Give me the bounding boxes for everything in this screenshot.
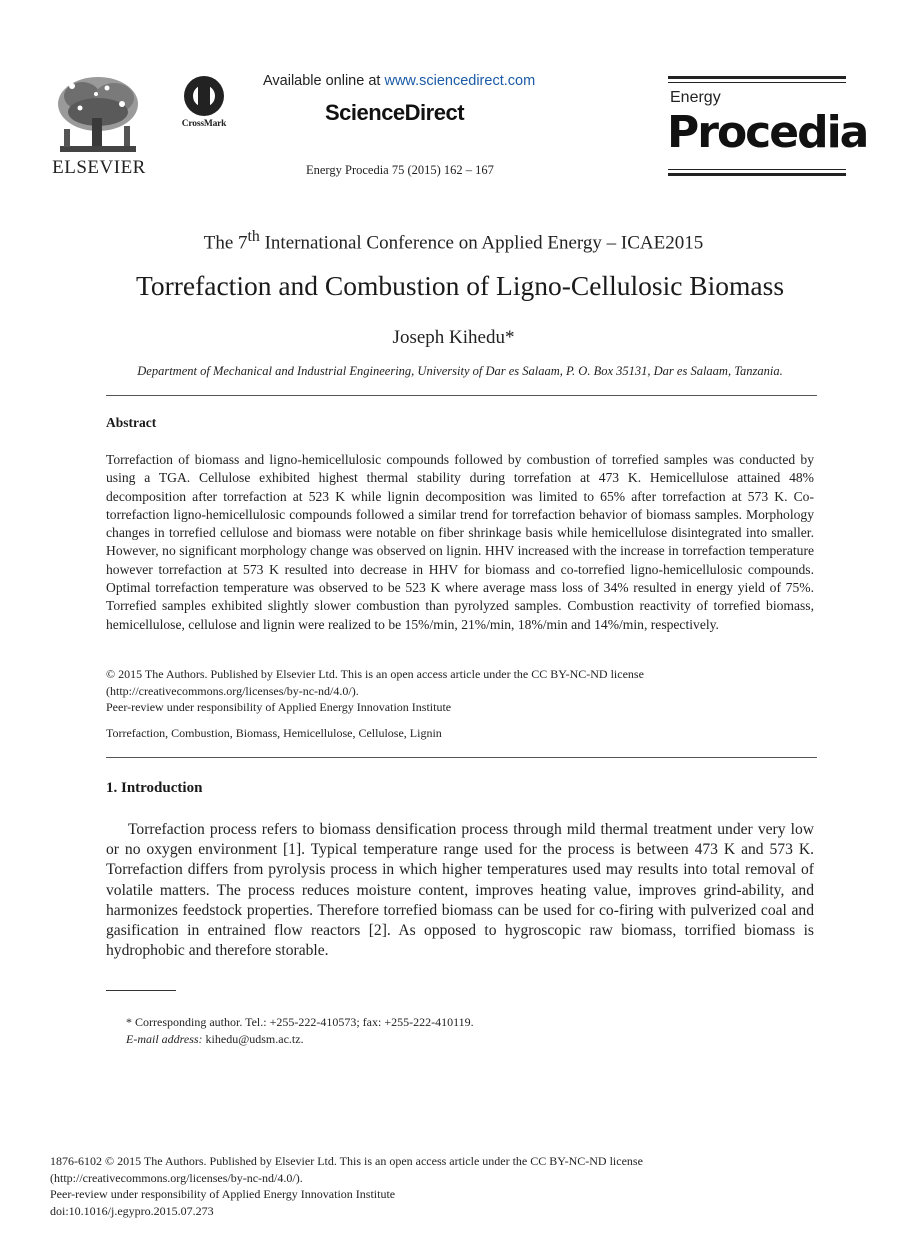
copyright-notice: [106, 666, 826, 716]
logo-procedia-text: Procedia: [667, 107, 868, 158]
publisher-name: ELSEVIER: [52, 157, 146, 178]
introduction-text: Torrefaction process refers to biomass densification process through mild thermal treatment under very low or no oxygen environment [1]. Typical temperature range used for the process is between 473 K and 573 K. Torrefaction differs from pyrolysis process in which higher temperatures used may results into total removal of volatile matters. The process reduces moisture content, improves heating value, improves grind-ability, and harmonizes feedstock properties. Therefore torrefied biomass can be used for co-firing with pulverized coal and gasification in entrained flow reactors [2]. As opposed to hygroscopic raw biomass, torrified biomass is hydrophobic and therefore storable.: [106, 821, 814, 960]
introduction-heading: 1. Introduction: [106, 780, 203, 796]
license-link[interactable]: (http://creativecommons.org/licenses/by-nc-nd/4.0/).: [106, 683, 359, 698]
footnote-rule: [106, 990, 176, 991]
conference-name: [0, 228, 907, 254]
abstract-text: Torrefaction of biomass and ligno-hemicellulosic compounds followed by combustion of torrefied samples was conducted by using a TGA. Cellulose exhibited highest thermal stability during torrefation at 473 K. Hemicellulose attained 48% decomposition after torrefaction at 523 K while lignin decomposition was limited to 65% after torrefaction at 573 K. Co-torrefaction ligno-hemicellulosic compounds followed a similar trend for torrefaction behavior of biomass samples. Morphology changes in torrefied cellulose and biomass were notable on fiber shrinkage basis while hemicellulose disintegrated into smaller. However, no significant morphology change was observed on lignin. HHV increased with the increase in torrefaction temperature however torrefaction at 573 K resulted into decrease in HHV for biomass and co-torrefied ligno-hemicellulosic compounds. Optimal torrefaction temperature was observed to be 523 K where average mass loss of 34% resulted in energy yield of 75%. Torrefied samples exhibited slightly slower combustion than pyrolyzed samples. Combustion reactivity of torrefied biomass, hemicellulose, cellulose and lignin were realized to be 15%/min, 21%/min, 18%/min and 14%/min, respectively.: [106, 452, 814, 632]
energy-procedia-logo: [667, 76, 868, 176]
peer-review-line: Peer-review under responsibility of Applied Energy Innovation Institute: [106, 700, 452, 714]
divider-top: [106, 395, 817, 396]
footer-copyright: 1876-6102 © 2015 The Authors. Published by Elsevier Ltd. This is an open access article under the CC BY-NC-ND license: [50, 1154, 643, 1168]
page-footer: [50, 1153, 850, 1219]
email-address[interactable]: kihedu@udsm.ac.tz.: [202, 1032, 304, 1046]
sciencedirect-link[interactable]: www.sciencedirect.com: [384, 73, 536, 89]
conference-sup: th: [247, 228, 260, 245]
available-online: [263, 73, 535, 89]
abstract-heading: Abstract: [106, 415, 157, 430]
crossmark-label: CrossMark: [181, 119, 227, 129]
keywords: Torrefaction, Combustion, Biomass, Hemicellulose, Cellulose, Lignin: [106, 726, 442, 740]
copyright-line-1: © 2015 The Authors. Published by Elsevier Ltd. This is an open access article under the CC BY-NC-ND license: [106, 667, 644, 681]
author-name: Joseph Kihedu*: [392, 327, 515, 348]
paper-title: Torrefaction and Combustion of Ligno-Cellulosic Biomass: [135, 270, 785, 301]
divider-bottom: [106, 757, 817, 758]
conference-pre: The 7: [203, 232, 248, 254]
affiliation: Department of Mechanical and Industrial Engineering, University of Dar es Salaam, P. O. Box 35131, Dar es Salaam, Tanzania.: [137, 364, 783, 378]
available-prefix: Available online at: [263, 73, 385, 89]
footer-license-link[interactable]: (http://creativecommons.org/licenses/by-nc-nd/4.0/).: [50, 1170, 303, 1185]
elsevier-tree-logo: [52, 74, 144, 158]
email-note: [126, 1032, 304, 1047]
corresponding-author-note: * Corresponding author. Tel.: +255-222-410573; fax: +255-222-410119.: [126, 1015, 474, 1029]
journal-reference: Energy Procedia 75 (2015) 162 – 167: [306, 163, 494, 177]
footer-doi[interactable]: doi:10.1016/j.egypro.2015.07.273: [50, 1203, 214, 1218]
conference-post: International Conference on Applied Energy – ICAE2015: [259, 232, 704, 254]
logo-energy-text: Energy: [670, 89, 721, 106]
footer-peer-review: Peer-review under responsibility of Applied Energy Innovation Institute: [50, 1187, 396, 1202]
sciencedirect-logo: ScienceDirect: [325, 100, 465, 125]
email-label: E-mail address:: [126, 1032, 203, 1046]
